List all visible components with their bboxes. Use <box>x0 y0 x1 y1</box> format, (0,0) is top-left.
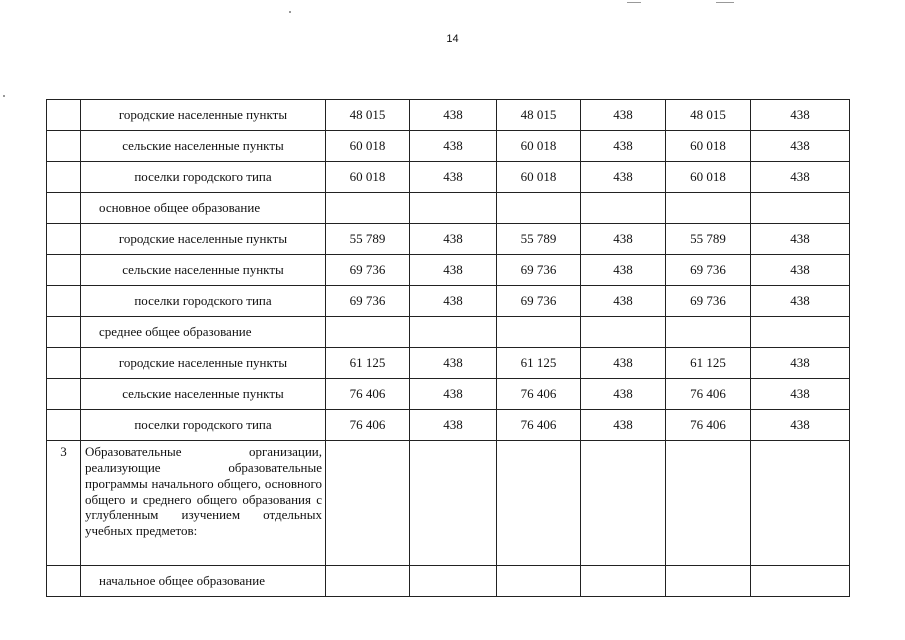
value-cell: 438 <box>410 348 497 379</box>
value-cell: 69 736 <box>497 255 581 286</box>
value-cell <box>751 441 850 566</box>
value-cell <box>410 441 497 566</box>
value-cell: 76 406 <box>497 379 581 410</box>
value-cell: 438 <box>751 348 850 379</box>
value-cell: 438 <box>581 162 666 193</box>
value-cell: 55 789 <box>497 224 581 255</box>
value-cell: 438 <box>581 379 666 410</box>
table-row <box>47 162 850 193</box>
value-cell <box>581 566 666 597</box>
value-cell: 438 <box>751 162 850 193</box>
value-cell: 55 789 <box>326 224 410 255</box>
value-cell <box>326 441 410 566</box>
value-cell: 438 <box>581 224 666 255</box>
index-cell <box>47 286 81 317</box>
value-cell: 69 736 <box>497 286 581 317</box>
value-cell: 438 <box>751 410 850 441</box>
value-cell: 76 406 <box>497 410 581 441</box>
value-cell: 438 <box>581 255 666 286</box>
index-cell <box>47 317 81 348</box>
scan-mark <box>716 2 734 3</box>
scan-mark <box>627 2 641 3</box>
tariff-table <box>46 99 850 597</box>
value-cell: 438 <box>410 286 497 317</box>
value-cell: 48 015 <box>326 100 410 131</box>
value-cell: 60 018 <box>497 131 581 162</box>
page-number: 14 <box>446 33 459 45</box>
value-cell: 69 736 <box>666 255 751 286</box>
index-cell <box>47 162 81 193</box>
value-cell: 61 125 <box>497 348 581 379</box>
value-cell <box>497 317 581 348</box>
index-cell <box>47 348 81 379</box>
row-index: 3 <box>47 441 81 566</box>
value-cell: 76 406 <box>326 379 410 410</box>
value-cell: 438 <box>751 100 850 131</box>
value-cell: 438 <box>410 100 497 131</box>
value-cell: 61 125 <box>326 348 410 379</box>
value-cell <box>326 193 410 224</box>
value-cell <box>581 317 666 348</box>
section-row <box>47 193 850 224</box>
value-cell: 76 406 <box>326 410 410 441</box>
table-row <box>47 255 850 286</box>
value-cell <box>666 566 751 597</box>
table-row <box>47 286 850 317</box>
index-cell <box>47 100 81 131</box>
settlement-label: городские населенные пункты <box>81 100 326 131</box>
value-cell: 76 406 <box>666 379 751 410</box>
table-row <box>47 131 850 162</box>
value-cell: 55 789 <box>666 224 751 255</box>
settlement-label: сельские населенные пункты <box>81 255 326 286</box>
value-cell: 438 <box>751 286 850 317</box>
value-cell: 438 <box>410 255 497 286</box>
value-cell <box>666 441 751 566</box>
value-cell: 60 018 <box>497 162 581 193</box>
value-cell: 438 <box>751 379 850 410</box>
scan-dot <box>3 95 5 97</box>
table-row <box>47 224 850 255</box>
table-row <box>47 348 850 379</box>
value-cell: 69 736 <box>666 286 751 317</box>
section-row <box>47 566 850 597</box>
value-cell: 438 <box>751 255 850 286</box>
settlement-label: городские населенные пункты <box>81 348 326 379</box>
value-cell <box>497 193 581 224</box>
value-cell: 438 <box>751 224 850 255</box>
settlement-label: городские населенные пункты <box>81 224 326 255</box>
value-cell <box>751 193 850 224</box>
value-cell: 438 <box>581 100 666 131</box>
value-cell <box>410 317 497 348</box>
index-cell <box>47 255 81 286</box>
section-label: основное общее образование <box>81 193 326 224</box>
value-cell <box>666 317 751 348</box>
value-cell: 48 015 <box>497 100 581 131</box>
scan-dot <box>289 11 291 13</box>
value-cell <box>326 317 410 348</box>
value-cell: 438 <box>751 131 850 162</box>
value-cell <box>666 193 751 224</box>
index-cell <box>47 131 81 162</box>
value-cell: 69 736 <box>326 255 410 286</box>
value-cell: 438 <box>410 410 497 441</box>
table-row <box>47 100 850 131</box>
index-cell <box>47 193 81 224</box>
section-3-row <box>47 441 850 566</box>
table-row <box>47 410 850 441</box>
settlement-label: сельские населенные пункты <box>81 379 326 410</box>
section-label: среднее общее образование <box>81 317 326 348</box>
value-cell <box>751 317 850 348</box>
value-cell <box>410 566 497 597</box>
settlement-label: поселки городского типа <box>81 410 326 441</box>
value-cell <box>751 566 850 597</box>
value-cell: 438 <box>410 379 497 410</box>
value-cell <box>581 441 666 566</box>
value-cell: 438 <box>410 224 497 255</box>
value-cell: 438 <box>410 162 497 193</box>
section-row <box>47 317 850 348</box>
value-cell <box>326 566 410 597</box>
value-cell: 60 018 <box>326 162 410 193</box>
value-cell: 60 018 <box>666 162 751 193</box>
value-cell: 438 <box>581 410 666 441</box>
organization-description: Образовательные организации, реализующие образовательные программы начального общего, основного общего и среднего общего образования с углубленным изучением отдельных учебных предметов: <box>81 441 326 566</box>
index-cell <box>47 224 81 255</box>
value-cell: 60 018 <box>326 131 410 162</box>
value-cell: 60 018 <box>666 131 751 162</box>
index-cell <box>47 566 81 597</box>
settlement-label: поселки городского типа <box>81 286 326 317</box>
section-label: начальное общее образование <box>81 566 326 597</box>
value-cell: 69 736 <box>326 286 410 317</box>
value-cell: 76 406 <box>666 410 751 441</box>
value-cell: 61 125 <box>666 348 751 379</box>
value-cell: 438 <box>581 286 666 317</box>
value-cell <box>410 193 497 224</box>
value-cell <box>497 441 581 566</box>
value-cell: 438 <box>581 131 666 162</box>
value-cell <box>581 193 666 224</box>
settlement-label: поселки городского типа <box>81 162 326 193</box>
value-cell: 438 <box>410 131 497 162</box>
settlement-label: сельские населенные пункты <box>81 131 326 162</box>
value-cell <box>497 566 581 597</box>
index-cell <box>47 410 81 441</box>
table-row <box>47 379 850 410</box>
value-cell: 48 015 <box>666 100 751 131</box>
index-cell <box>47 379 81 410</box>
value-cell: 438 <box>581 348 666 379</box>
